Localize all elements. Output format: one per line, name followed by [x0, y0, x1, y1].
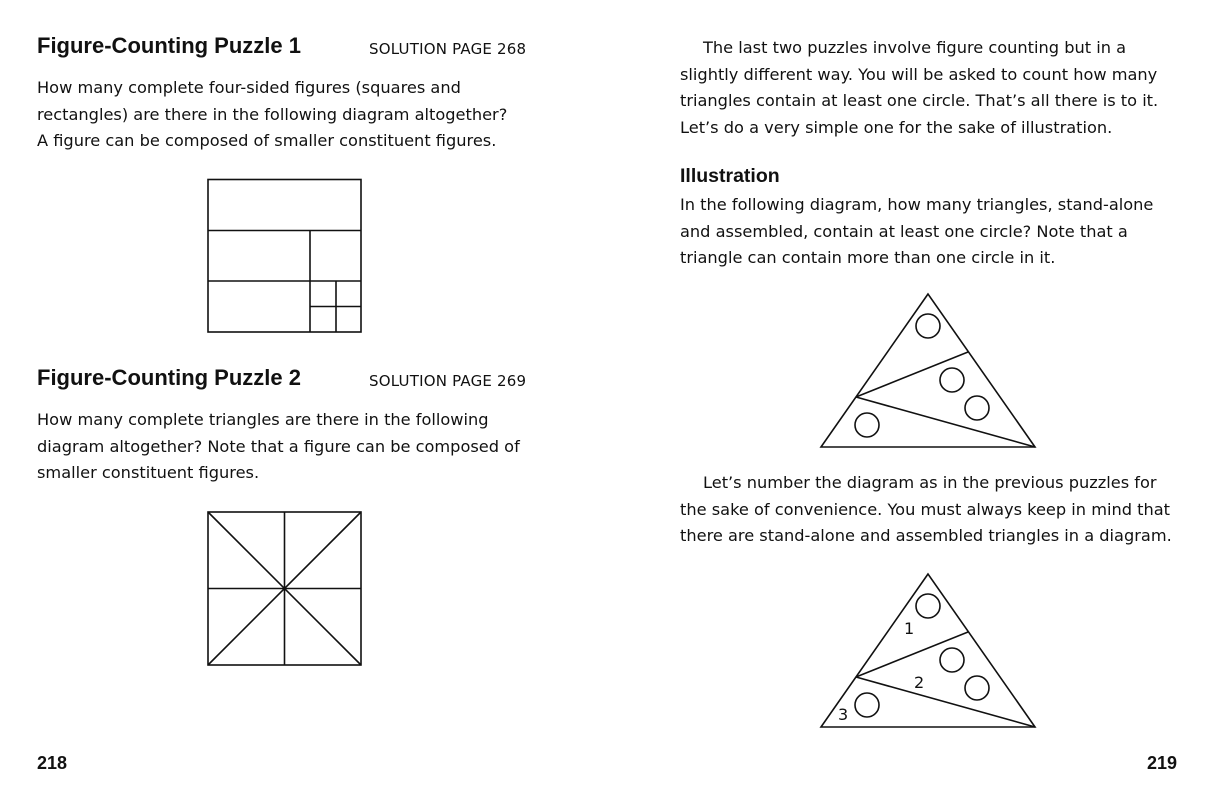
numbered-triangle-diagram [821, 574, 1035, 727]
text-line: In the following diagram, how many triangles, stand-alone [680, 195, 1154, 214]
illustration-heading: Illustration [680, 165, 780, 187]
text-line: The last two puzzles involve figure counting but in a [703, 38, 1127, 57]
text-line: triangle can contain more than one circle in it. [680, 248, 1056, 267]
text-line: Let’s do a very simple one for the sake of illustration. [680, 117, 1113, 137]
text-line: the sake of convenience. You must always keep in mind that [680, 499, 1171, 519]
circle-shape [916, 594, 940, 618]
circle-shape [965, 676, 989, 700]
puzzle1-title: Figure-Counting Puzzle 1 [37, 33, 301, 58]
triangle-with-circles-diagram [821, 294, 1035, 447]
region-label-3: 3 [838, 705, 849, 724]
text-line: rectangles) are there in the following diagram altogether? [37, 104, 508, 124]
text-line: How many complete four-sided figures (squares and [37, 78, 461, 97]
square-with-diagonals-diagram [208, 512, 361, 665]
circle-shape [855, 693, 879, 717]
text-line: smaller constituent figures. [37, 463, 260, 482]
puzzle1-solution-ref: SOLUTION PAGE 268 [369, 40, 527, 58]
text-line: slightly different way. You will be asked to count how many [680, 64, 1158, 84]
puzzle2-title: Figure-Counting Puzzle 2 [37, 365, 301, 390]
page-number-left: 218 [37, 753, 68, 773]
circle-shape [965, 396, 989, 420]
text-line: A figure can be composed of smaller constituent figures. [37, 131, 497, 150]
text-line: diagram altogether? Note that a figure can be composed of [37, 436, 520, 456]
text-line: How many complete triangles are there in the following [37, 410, 489, 429]
text-line: triangles contain at least one circle. That’s all there is to it. [680, 91, 1159, 110]
rectangle-grid-diagram [208, 180, 361, 333]
circle-shape [916, 314, 940, 338]
circle-shape [855, 413, 879, 437]
region-label-1: 1 [904, 619, 915, 638]
circle-shape [940, 368, 964, 392]
region-label-2: 2 [914, 673, 925, 692]
text-line: there are stand-alone and assembled triangles in a diagram. [680, 526, 1172, 545]
circle-shape [940, 648, 964, 672]
text-line: and assembled, contain at least one circle? Note that a [680, 221, 1128, 241]
text-line: Let’s number the diagram as in the previous puzzles for [703, 473, 1157, 492]
puzzle2-solution-ref: SOLUTION PAGE 269 [369, 372, 527, 390]
page-number-right: 219 [1147, 753, 1178, 773]
